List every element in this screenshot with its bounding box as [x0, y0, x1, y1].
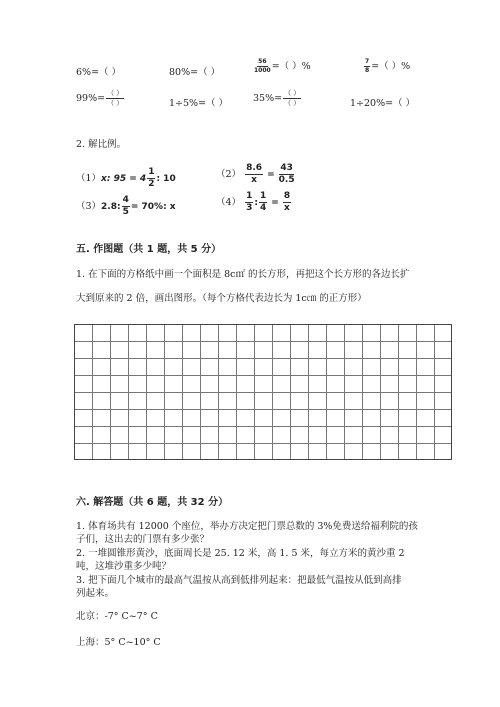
section-6-q1-line-1: 1. 体育场共有 12000 个座位，举办方决定把门票总数的 3%免费送给福利院的孩	[76, 521, 418, 532]
fraction: $\frac{1}{2}$	[148, 167, 155, 189]
fraction: $\frac{4}{5}$	[122, 195, 129, 217]
section-6-heading: 六. 解答题（共 6 题，共 32 分）	[76, 497, 229, 508]
exercise-1-div-5-percent: 1÷5%=（ ）	[169, 98, 229, 109]
proportion-2: （2） $\frac{8.6}{x}$ = $\frac{43}{0.5}$	[216, 163, 295, 185]
graph-paper-grid[interactable]	[74, 324, 452, 460]
fraction: $\frac{1}{3}$	[246, 191, 253, 213]
city-beijing-temperature: 北京：-7° C~7° C	[76, 611, 158, 622]
fraction: $\frac{8.6}{x}$	[246, 163, 263, 185]
section-6-q2-line-2: 吨，这堆沙重多少吨？	[76, 561, 172, 572]
section-5-question-line-1: 1. 在下面的方格纸中画一个面积是 8c㎡ 的长方形，再把这个长方形的各边长扩	[76, 269, 410, 280]
section-6-q3-line-2: 列起来。	[76, 588, 115, 599]
section-5-question-line-2: 大到原来的 2 倍，画出图形。（每个方格代表边长为 1c㎝ 的正方形）	[76, 293, 367, 304]
exercise-56-over-1000: $\frac{56}{1000}$ =（ ）%	[254, 58, 311, 74]
fraction: $\frac{7}{8}$	[365, 58, 370, 74]
fraction: $\frac{8}{x}$	[283, 191, 291, 213]
exercise-99-percent: 99%= $\frac{( )}{( )}$	[76, 89, 124, 107]
fraction: $\frac{( )}{( )}$	[107, 89, 124, 107]
exercise-1-div-20-percent: 1÷20%=（ ）	[350, 98, 416, 109]
fraction: $\frac{43}{0.5}$	[278, 163, 295, 185]
fraction: $\frac{1}{4}$	[259, 191, 267, 213]
section-6-q3-line-1: 3. 把下面几个城市的最高气温按从高到低排列起来：把最低气温按从低到高排	[76, 575, 402, 586]
proportion-1: （1）x: 95 = 4 $\frac{1}{2}$ : 10	[76, 167, 176, 189]
section-6-q1-line-2: 子们，这出去的门票有多少张？	[76, 534, 210, 545]
exercise-80-percent: 80%=（ ）	[169, 67, 221, 78]
exercise-6-percent: 6%=（ ）	[76, 67, 122, 78]
fraction: $\frac{( )}{( )}$	[284, 89, 301, 107]
city-shanghai-temperature: 上海：5° C~10° C	[76, 637, 161, 648]
fraction: $\frac{56}{1000}$	[254, 58, 271, 74]
section-5-heading: 五. 作图题（共 1 题，共 5 分）	[76, 244, 222, 255]
question-2-title: 2. 解比例。	[76, 139, 127, 150]
exercise-35-percent: 35%= $\frac{( )}{( )}$	[253, 89, 301, 107]
proportion-3: （3）2.8: $\frac{4}{5}$ = 70%: x	[76, 195, 176, 217]
section-6-q2-line-1: 2. 一堆圆锥形黄沙，底面周长是 25. 12 米，高 1. 5 米，每立方米的黄沙重 2	[76, 548, 405, 559]
proportion-4: （4） $\frac{1}{3}$ : $\frac{1}{4}$ = $\frac{8}{x}$	[216, 191, 291, 213]
exercise-7-over-8: $\frac{7}{8}$ =（ ）%	[365, 58, 411, 74]
